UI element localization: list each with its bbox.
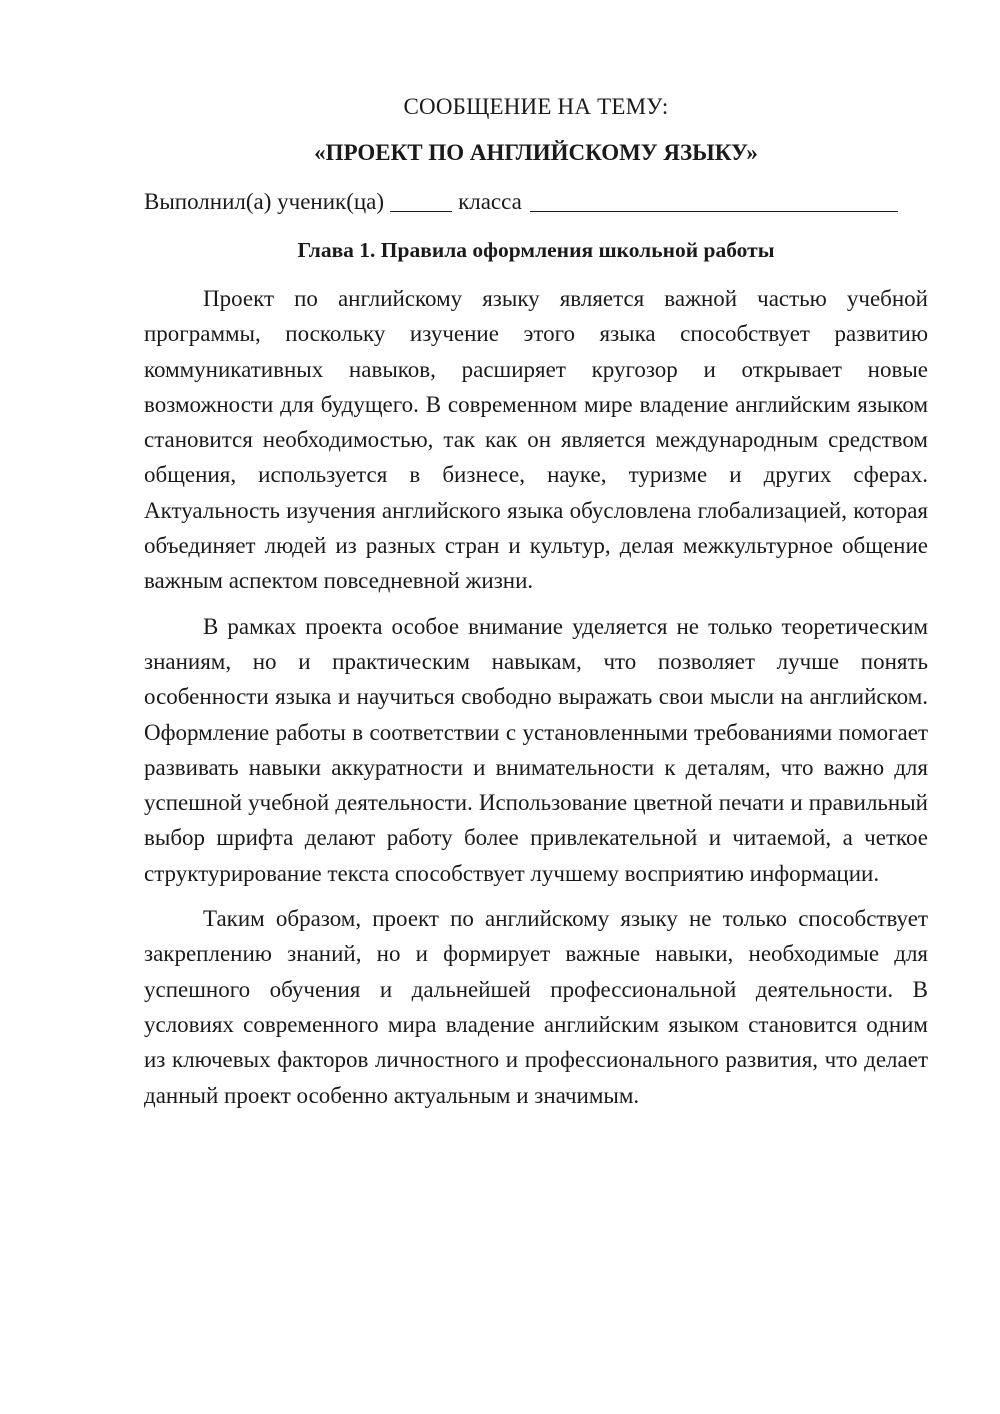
author-prefix: Выполнил(а) ученик(ца)	[144, 189, 385, 214]
chapter-heading: Глава 1. Правила оформления школьной работы	[297, 238, 775, 262]
author-name-blank	[530, 189, 898, 212]
class-number-blank	[390, 189, 452, 212]
paragraph-1: Проект по английскому языку является важной частью учебной программы, поскольку изучение этого языка способствует развитию коммуникативных навыков, расширяет кругозор и открывает новые возможности для будущего. В современном мире владение английским языком становится необходимостью, так как он является международным средством общения, используется в бизнесе, науке, туризме и других сферах. Актуальность изучения английского языка обусловлена глобализацией, которая объединяет людей из разных стран и культур, делая межкультурное общение важным аспектом повседневной жизни.	[144, 286, 928, 594]
page-content	[144, 92, 928, 1123]
paragraph-2: В рамках проекта особое внимание уделяется не только теоретическим знаниям, но и практическим навыкам, что позволяет лучше понять особенности языка и научиться свободно выражать свои мысли на английском. Оформление работы в соответствии с установленными требованиями помогает развивать навыки аккуратности и внимательности к деталям, что важно для успешной учебной деятельности. Использование цветной печати и правильный выбор шрифта делают работу более привлекательной и читаемой, а четкое структурирование текста способствует лучшему восприятию информации.	[144, 613, 928, 886]
paragraph-3: Таким образом, проект по английскому языку не только способствует закреплению знаний, но и формирует важные навыки, необходимые для успешного обучения и дальнейшей профессиональной деятельности. В условиях современного мира владение английским языком становится одним из ключевых факторов личностного и профессионального развития, что делает данный проект особенно актуальным и значимым.	[144, 906, 928, 1108]
document-title-line1: СООБЩЕНИЕ НА ТЕМУ:	[403, 94, 669, 119]
document-title-line2: «ПРОЕКТ ПО АНГЛИЙСКОМУ ЯЗЫКУ»	[314, 140, 758, 165]
author-class-word: класса	[458, 189, 522, 214]
author-line	[144, 186, 928, 217]
